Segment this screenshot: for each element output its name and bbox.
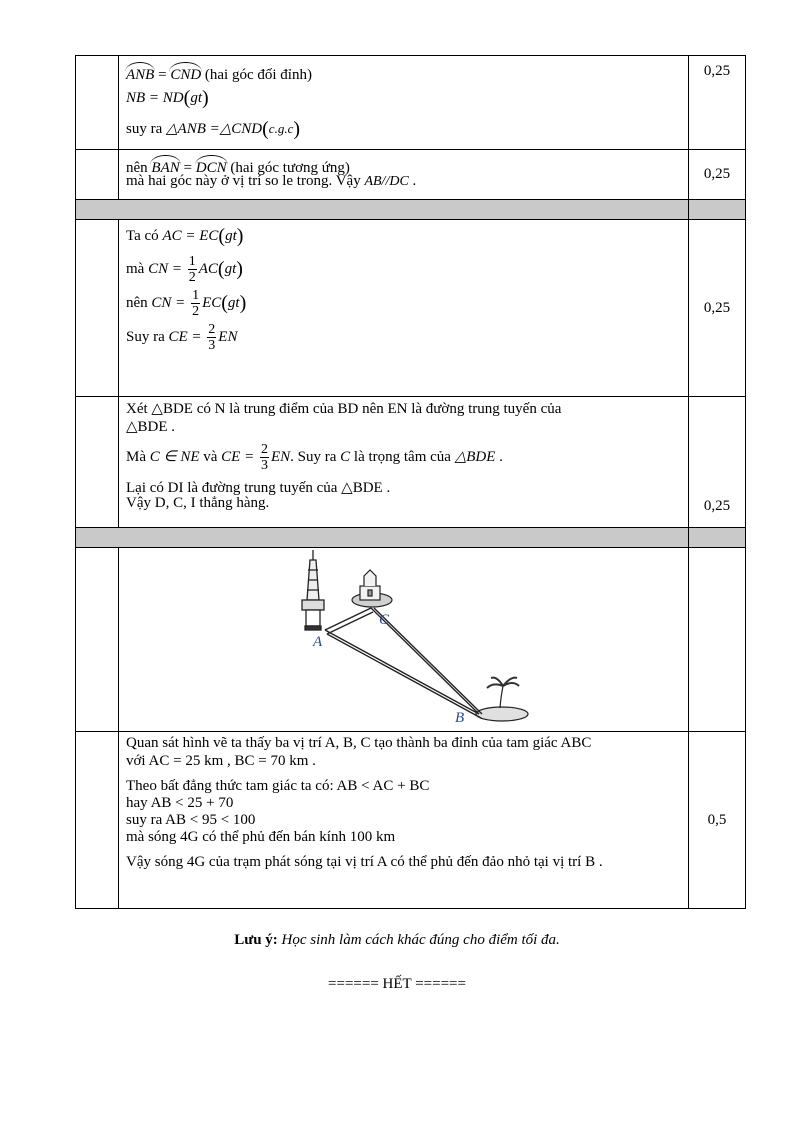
line-nb-nd: NB = ND(gt) [126, 87, 209, 109]
line-centroid [119, 442, 688, 473]
denominator: 3 [208, 338, 216, 353]
index-cell [76, 150, 119, 200]
text: nên [126, 294, 148, 311]
points-cell [689, 732, 746, 909]
section-title [76, 528, 689, 548]
note-text: Học sinh làm cách khác đúng cho điểm tối đa. [281, 932, 560, 948]
fraction [188, 254, 197, 285]
points-value: 0,25 [703, 166, 731, 182]
line-ac-ec: Ta có AC = EC(gt) [126, 225, 244, 247]
section-title [76, 200, 689, 220]
content-cell [119, 732, 689, 909]
math-text: AC = EC [162, 228, 219, 244]
reason-gt: gt [224, 260, 237, 277]
header-blank-cell [689, 200, 746, 220]
label-a: A [313, 634, 323, 650]
text: . Suy ra [290, 448, 337, 465]
math-text: △ANB =△CND [166, 121, 263, 137]
label-b: B [455, 710, 465, 726]
note-line [0, 932, 794, 949]
numerator: 1 [188, 254, 196, 269]
index-cell [76, 732, 119, 909]
index-cell [76, 56, 119, 150]
note-label: Lưu ý: [234, 932, 278, 948]
numerator: 2 [260, 442, 268, 457]
index-cell [76, 548, 119, 732]
text-line: Lại có DI là đường trung tuyến của △BDE . [126, 480, 391, 496]
math-text: EN [270, 448, 291, 465]
text: Mà [126, 448, 146, 465]
points-cell [689, 56, 746, 150]
line-parallel [119, 173, 688, 190]
numerator: 1 [192, 288, 200, 303]
label-c: C [379, 612, 390, 628]
text: và [203, 448, 218, 465]
denominator: 2 [192, 304, 200, 319]
table-row [76, 732, 746, 909]
table-row [76, 150, 746, 200]
text: nên [126, 160, 148, 176]
text-line: Vậy sóng 4G của trạm phát sóng tại vị trí A có thể phủ đến đảo nhỏ tại vị trí B . [126, 854, 603, 870]
text: . [412, 173, 417, 189]
equals-sign: = [158, 67, 167, 83]
numerator: 2 [208, 322, 216, 337]
text: là trọng tâm của [353, 448, 451, 465]
table-row [76, 548, 746, 732]
figure-cell [119, 548, 689, 732]
math-text: C ∈ NE [149, 448, 200, 465]
angle-reason: (hai góc tương ứng) [230, 160, 350, 176]
index-cell [76, 397, 119, 528]
denominator: 2 [188, 270, 196, 285]
angle-reason: (hai góc đối đỉnh) [204, 67, 312, 83]
arc-angle: BAN [151, 160, 180, 176]
solution-table [75, 55, 746, 909]
table-row [76, 220, 746, 397]
text: Suy ra [126, 328, 165, 345]
denominator: 3 [260, 458, 268, 473]
text-line: Quan sát hình vẽ ta thấy ba vị trí A, B, C tạo thành ba đỉnh của tam giác ABC [126, 735, 592, 751]
points-value: 0,5 [707, 811, 727, 828]
content-cell [119, 397, 689, 528]
equals-sign: = [183, 160, 192, 176]
section-header [76, 200, 746, 220]
content-cell [119, 150, 689, 200]
math-text: CE = [168, 328, 202, 345]
math-text: CN = [148, 260, 182, 277]
header-blank-cell [689, 528, 746, 548]
text-line: mà sóng 4G có thể phủ đến bán kính 100 km [126, 829, 396, 845]
text: mà hai góc này ở vị trí so le trong. Vậy [126, 173, 361, 189]
math-text: AC [198, 260, 218, 277]
line-ce-en [119, 322, 688, 353]
text-line: hay AB < 25 + 70 [126, 795, 234, 811]
text-line: với AC = 25 km , BC = 70 km . [126, 753, 316, 769]
fraction [191, 288, 200, 319]
reason-gt: gt [227, 294, 240, 311]
math-text: C [340, 448, 351, 465]
points-cell [689, 397, 746, 528]
line-angle-equality [119, 67, 688, 84]
text-line: Vậy D, C, I thẳng hàng. [126, 495, 270, 511]
text: suy ra [126, 121, 163, 137]
arc-angle: ANB [126, 67, 155, 83]
reason-gt: gt [190, 90, 202, 106]
points-value: 0,25 [703, 299, 731, 316]
end-marker: ====== HẾT ====== [328, 976, 466, 992]
text: mà [126, 260, 145, 277]
arc-angle: DCN [195, 160, 227, 176]
text: . [499, 448, 503, 465]
math-text: CN = [151, 294, 186, 311]
content-cell [119, 220, 689, 397]
math-text: △BDE [454, 448, 496, 465]
line-cn-ec: nên CN = $\frac{1}{2}$ EC(gt) [126, 288, 247, 319]
text-line: suy ra AB < 95 < 100 [126, 812, 256, 828]
line-congruence: suy ra △ANB =△CND(c.g.c) [126, 118, 301, 140]
index-cell [76, 220, 119, 397]
math-text: EC [202, 294, 222, 311]
text-line: Theo bất đẳng thức tam giác ta có: AB < AC + BC [126, 778, 430, 794]
text-line: △BDE . [126, 419, 176, 435]
section-header [76, 528, 746, 548]
math-text: NB = ND [126, 90, 184, 106]
math-text: EN [218, 328, 238, 345]
content-cell [119, 56, 689, 150]
math-text: CE = [221, 448, 255, 465]
text: Ta có [126, 228, 159, 244]
table-row [76, 397, 746, 528]
math-text: AB//DC [364, 174, 409, 189]
table-row [76, 56, 746, 150]
line-cn-ac: mà CN = $\frac{1}{2}$ AC(gt) [126, 254, 243, 285]
points-cell [689, 220, 746, 397]
points-cell [689, 150, 746, 200]
points-cell [689, 548, 746, 732]
fraction [260, 442, 269, 473]
text-line: Xét △BDE có N là trung điểm của BD nên EN là đường trung tuyến của [126, 401, 562, 417]
arc-angle: CND [170, 67, 202, 83]
triangle-figure [275, 548, 535, 728]
reason-cgc: c.g.c [268, 121, 294, 136]
points-value: 0,25 [703, 498, 731, 514]
points-value: 0,25 [703, 63, 731, 79]
fraction [207, 322, 216, 353]
reason-gt: gt [225, 228, 237, 244]
